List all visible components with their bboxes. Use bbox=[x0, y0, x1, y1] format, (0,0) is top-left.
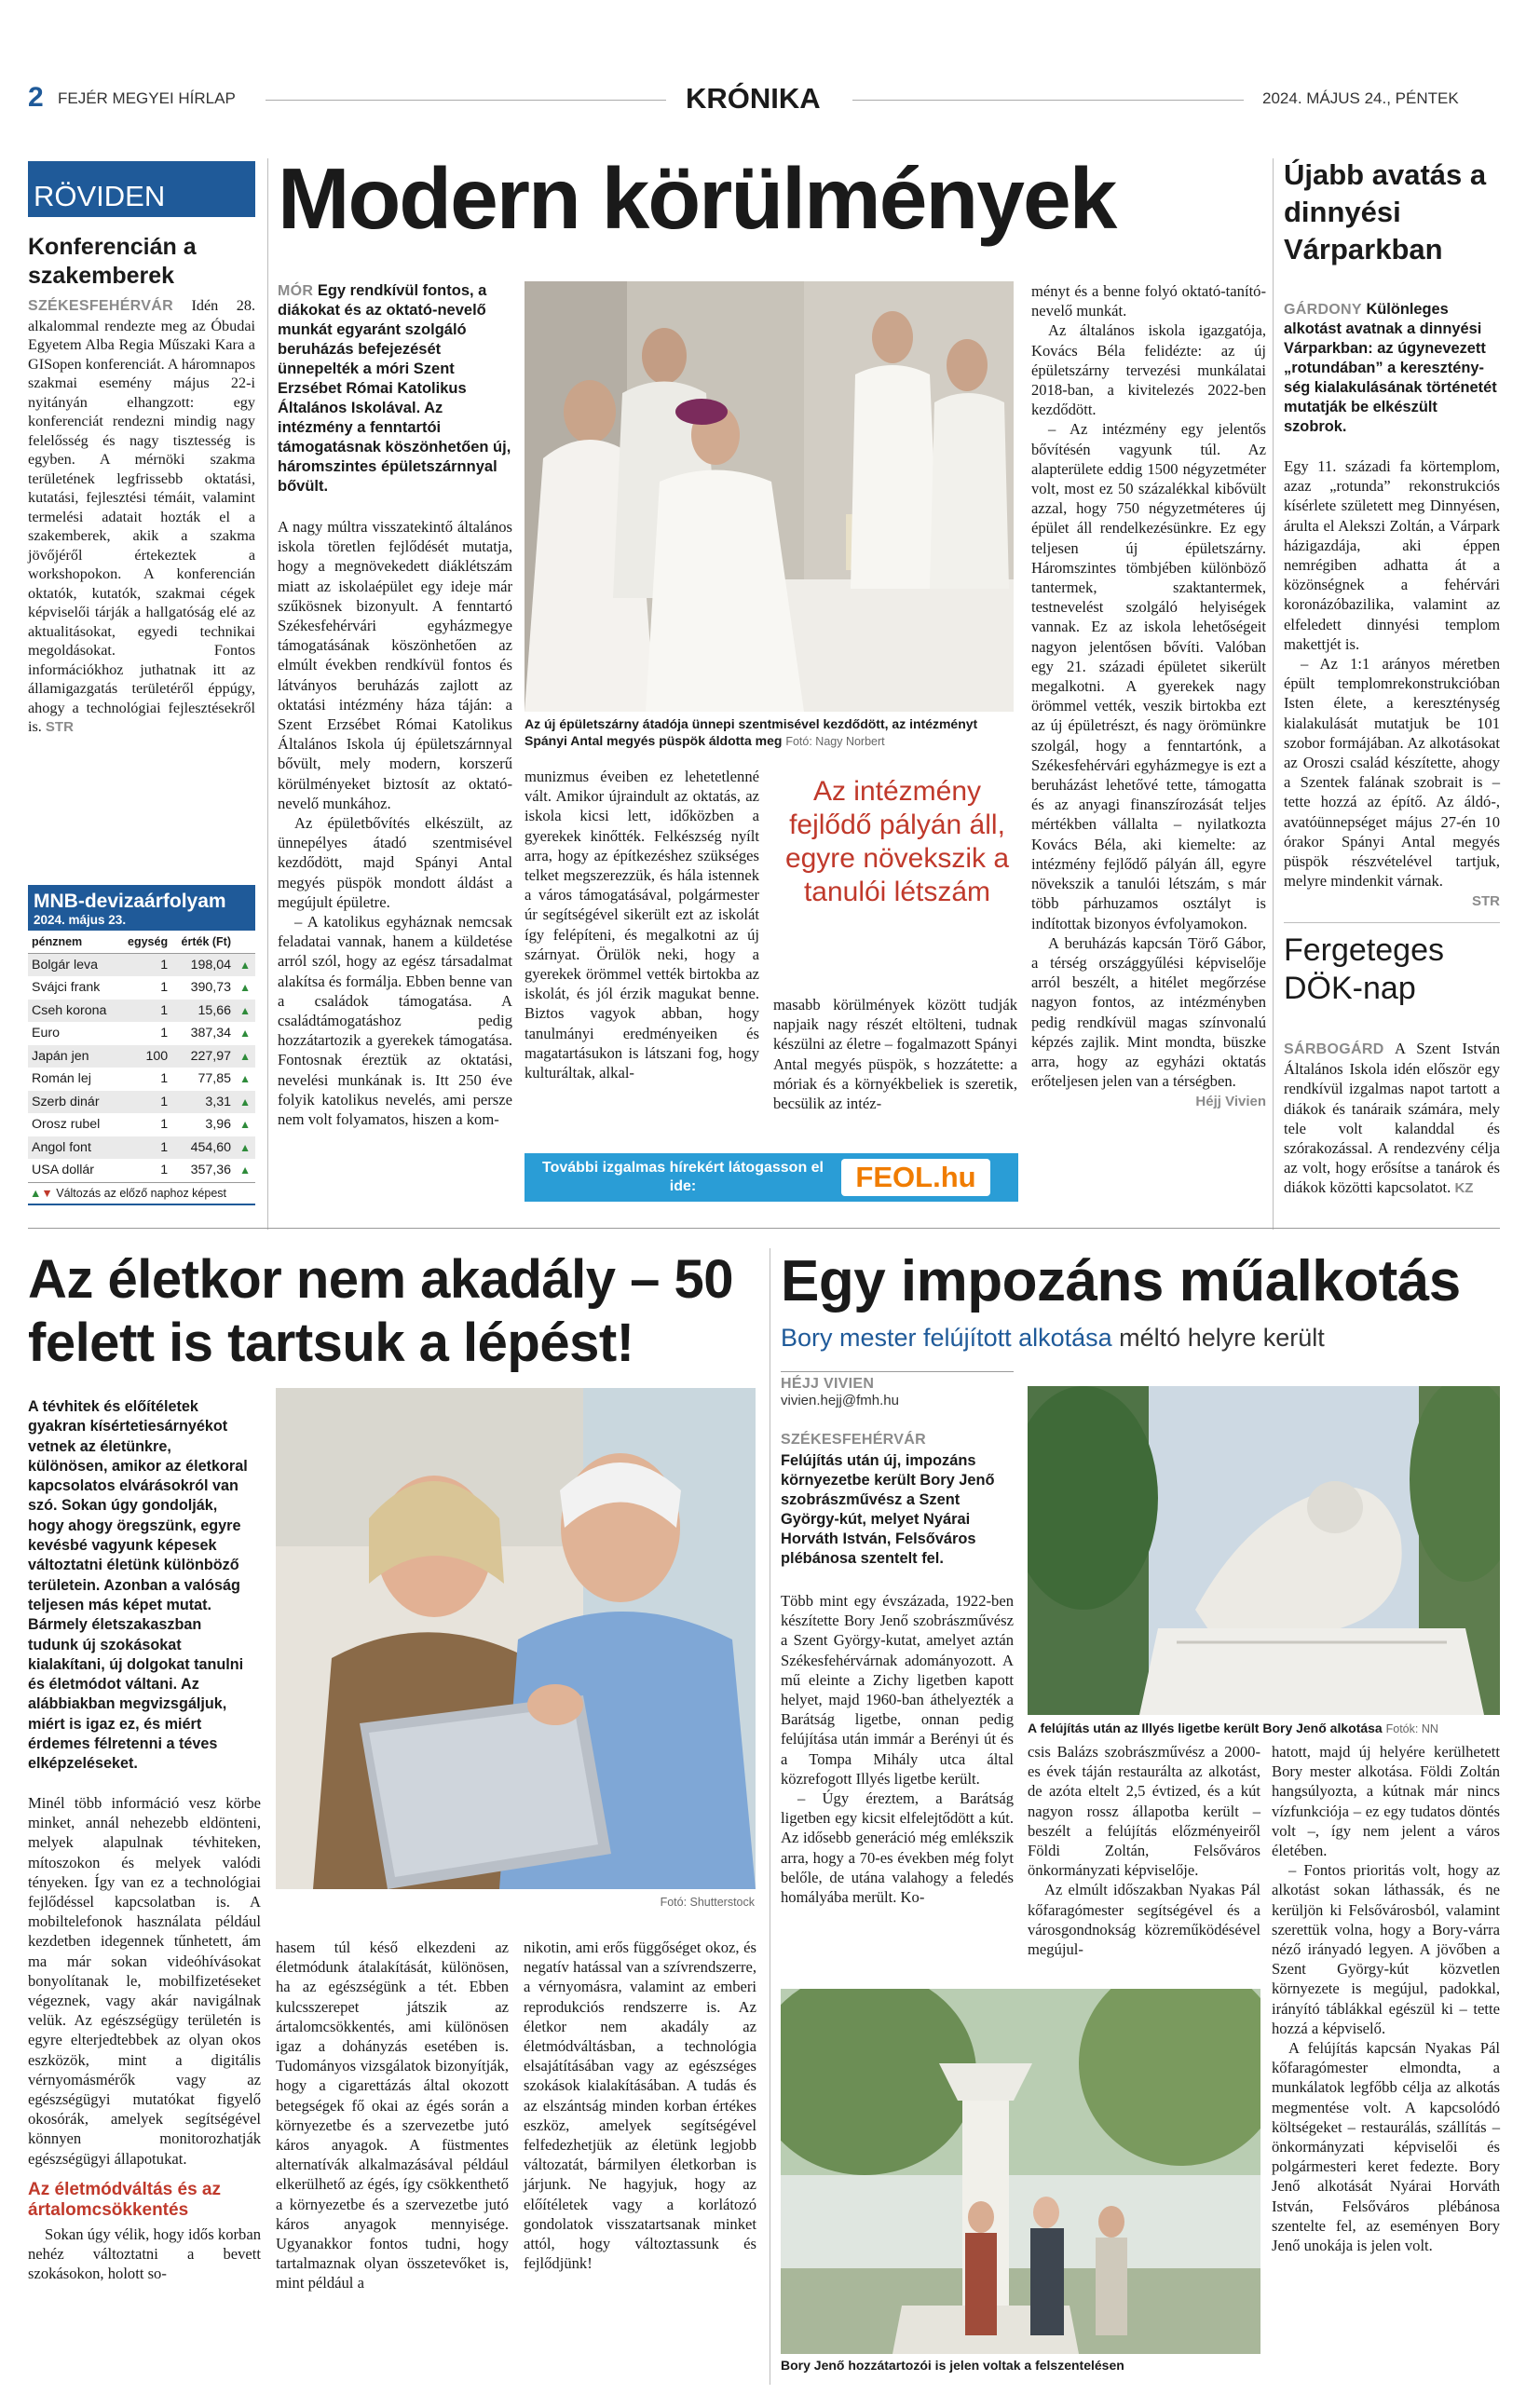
eletkor-subhead: Az életmódváltás és az ártalomcsökkentés bbox=[28, 2179, 221, 2220]
dok-dateline: SÁRBOGÁRD bbox=[1284, 1041, 1384, 1057]
mnb-unit: 1 bbox=[160, 1026, 169, 1041]
trend-up-icon: ▲ bbox=[239, 1027, 251, 1041]
bory-subhead-blue: Bory mester felújított alkotása bbox=[781, 1324, 1112, 1352]
varpark-p1: Egy 11. századi fa körtemplom, azaz „rotunda” rekonstrukciós kísérlete született meg Dinnyésen, árulta el Alekszi Zoltán, a Várpark házigazdája, aki éppen nemrégiben adhatta át a közönségnek a fehérvári koronázóbazilika, valamint az elfeledett dinnyési templom makettjét is. bbox=[1284, 457, 1500, 653]
mnb-unit: 1 bbox=[119, 954, 171, 977]
trend-up-icon: ▲ bbox=[239, 1072, 251, 1086]
mnb-currency: USA dollár bbox=[32, 1163, 95, 1178]
modern-col4-p2: Az általános iskola igazgatója, Kovács Béla felidézte: az új épületszárny tervezési munkálatai 2018-ban, a kivitelezés 2022-ben kezdődött. bbox=[1031, 321, 1266, 419]
mnb-row bbox=[28, 1045, 255, 1068]
trend-up-icon: ▲ bbox=[239, 981, 251, 995]
eletkor-col3-text: nikotin, ami erős függőséget okoz, és negatív hatással van a szívrendszerre, a vérnyomásra, valamint az emberi reprodukciós rendszerre is. Az életkor nem akadály az életmódváltásban, a technológia elsajátításában vagy az egészséges szokások kialakításában. A tudás és az elszántság minden korban értékes eszköz, amelyek segítségével felfedezhetjük az életünk legjobb változatát, bármilyen életkorban is járjunk. Ne hagyjuk, hogy az előítéletek vagy a korlátozó gondolatok visszatartsanak minket attól, hogy változtassunk és fejlődjünk! bbox=[524, 1939, 756, 2273]
mnb-unit: 1 bbox=[160, 1117, 169, 1133]
varpark-lead bbox=[1284, 300, 1500, 437]
mnb-unit: 1 bbox=[160, 1163, 169, 1178]
mnb-currency: Euro bbox=[32, 1026, 60, 1041]
modern-dateline: MÓR bbox=[278, 283, 314, 299]
mnb-currency: Szerb dinár bbox=[28, 1091, 119, 1114]
modern-col4-p4: A beruházás kapcsán Törő Gábor, a térség országgyűlési képviselője arról beszélt, a hitélet megőrzése nagyon fontos, az intézményben pedig rendkívül magas színvonalú képzés zajlik. Mint mondta, büszke arra, hogy az egyházi oktatás erőteljesen jelen van a térségben. bbox=[1031, 933, 1266, 1091]
bory-photo-family bbox=[781, 1989, 1260, 2354]
modern-col3-text: masabb körülmények között tudják napjaik nagy részét eltölteni, tudnak készülni az életre – fogalmazott Spányi Antal megyés püspök, s hozzátette: a móriak és a környékbeliek is szeretik, becsülik az intéz- bbox=[773, 996, 1017, 1113]
mnb-col-currency: pénznem bbox=[28, 931, 119, 954]
eletkor-col1 bbox=[28, 1793, 261, 2283]
bory-photo1-credit: Fotók: NN bbox=[1385, 1722, 1438, 1735]
family-illustration bbox=[781, 1989, 1260, 2354]
mnb-currency: Angol font bbox=[28, 1136, 119, 1160]
page-number: 2 bbox=[28, 82, 44, 113]
mnb-currency: Japán jen bbox=[28, 1045, 119, 1068]
modern-col1 bbox=[278, 517, 512, 1129]
eletkor-photo bbox=[276, 1388, 756, 1889]
modern-lead-text: Egy rendkívül fontos, a diákokat és az oktató-nevelő munkát egyaránt szolgáló beruházás befejezését ünnepelték a móri Szent Erzsébet Római Katolikus Általános Iskolával. Az intézmény a fenntartói támogatásnak köszönhetően új, háromszintes épületszárnnyal bővült. bbox=[278, 282, 511, 495]
mnb-row bbox=[28, 954, 255, 977]
eletkor-col2-text: hasem túl késő elkezdeni az életmódunk átalakítását, különösen, ha az egészségünk a tét. Ebben kulcsszerepet játszik az ártalomcsökkentés, ami különösen igaz a dohányzás esetében is. Tudományos vizsgálatok bizonyítják, hogy a cigarettázás által okozott betegségek fő okai az égés során a környezetbe és a szervezetbe jutó káros anyagok. A füstmentes alternatívák alkalmazásával például elkerülhető az égés, így csökkenthető a környezetbe és a szervezetbe jutó káros anyagok mennyisége. Ugyanakkor fontos tudni, hogy tartalmaznak olyan összetevőket is, mint például a bbox=[276, 1939, 509, 2292]
eletkor-lead: A tévhitek és előítéletek gyakran kísértetiesárnyékot vetnek az életünkre, különösen, amikor az életkoral kapcsolatos elvárásokról van szó. Sokan úgy gondolják, hogy ahogy öregszünk, egyre kevésbé vagyunk képesek változtatni életünk különböző területein. Azonban a valóság teljesen más képet mutat. Bármely életszakaszban tudunk új szokásokat kialakítani, új dolgokat tanulni és életmódot váltani. Az alábbiakban megvizsgáljuk, miért is igaz ez, és miért érdemes félretenni a téves elképzeléseket. bbox=[28, 1398, 248, 1773]
modern-signature-wrap bbox=[1031, 1091, 1266, 1111]
modern-photo-credit: Fotó: Nagy Norbert bbox=[785, 735, 885, 748]
dok-headline: Fergeteges DÖK-nap bbox=[1284, 932, 1444, 1006]
roviden-text: Idén 28. alkalommal rendezte meg az Óbudai Egyetem Alba Regia Műszaki Kara a GISopen konferenciát. A háromnapos szakmai esemény május 22-i nyitányán elhangzott: egy konferenciát rendezni mindig nagy felelősség és nagy tisztesség is egyben. A mérnöki szakma területének legfrissebb oktatási, kutatási, fejlesztési témáit, valamint termelési adatait hozták el a szakemberek, akik a szakma jövőjéről értekeztek a workshopokon. A konferencián oktatók, kutatók, szakmai cégek képviselői tárják a hallgatóság elé az aktualitásokat, egyedi technikai megoldásokat. Fontos információkhoz juthatnak itt az államigazgatás területéről éppúgy, ahogy a technológiai fejlesztésekről is. bbox=[28, 297, 255, 735]
bory-subhead bbox=[781, 1323, 1507, 1353]
mnb-currency: Svájci frank bbox=[32, 980, 101, 996]
trend-up-icon: ▲ bbox=[235, 1045, 255, 1068]
trend-up-icon: ▲ bbox=[235, 1091, 255, 1114]
roviden-body bbox=[28, 296, 255, 738]
bory-col1-p1: Több mint egy évszázada, 1922-ben készítette Bory Jenő szobrászművész a Szent György-kutat, amelyet aztán Székesfehérvárnak adományozott. A mű eleinte a Zichy ligetben kapott helyet, majd 1960-ban áthelyezték a Barátság ligetbe, onnan pedig felújítása után immár a Berényi út és a Tompa Mihály utca által közrefogott Illyés ligetbe került. bbox=[781, 1592, 1014, 1788]
mnb-date: 2024. május 23. bbox=[28, 913, 255, 931]
bory-dateline: SZÉKESFEHÉRVÁR bbox=[781, 1432, 926, 1448]
modern-col4 bbox=[1031, 281, 1266, 1112]
roviden-dateline: SZÉKESFEHÉRVÁR bbox=[28, 298, 173, 314]
modern-photo-caption-text: Az új épületszárny átadója ünnepi szentmisével kezdődött, az intézményt Spányi Antal megyés püspök áldotta meg bbox=[525, 716, 978, 748]
modern-col4-p3: – Az intézmény egy jelentős bővítésén vagyunk túl. Az alapterülete eddig 1500 négyzetméter volt, most ez 50 százalékkal kibővült azzal, hogy 750 négyzetméteres új épület áll rendelkezésünkre. Ez egy teljesen új épületszárny. Háromszintes tömbjében különböző tantermek, szaktantermek, testnevelést szolgáló helyiségek vannak. Ez az iskola lehetőségeit nagyon jelentősen bővíti. Valóban egy 21. századi épületet sikerült megalkotni. A gyerekek nagy örömmel vették, veszik birtokba ezt az új épületrészt, és nagy örömünkre szolgál, hogy a fenntartónk, a Székesfehérvári egyházmegye is ezt a beruházást lehetővé tette, támogatta és az anyagi finanszírozását teljes mértékben vállalta – nyilatkozta Kovács Béla, aki kiemelte: az intézmény fejlődő pályán áll, egyre növekszik a tanulói létszám, s már több párhuzamos osztályt is indítottak bizonyos évfolyamokon. bbox=[1031, 420, 1266, 932]
trend-up-icon: ▲ bbox=[235, 1000, 255, 1023]
bory-col3-p3: A felújítás kapcsán Nyakas Pál kőfaragómester elmondta, a munkálatok legfőbb célja az alkotás megmentése volt. A kapcsolódó költségeket – restaurálás, szállítás – önkormányzati képviselői és polgármesteri keret fedezte. Bory Jenő alkotását Nyárai Horváth István, Felsőváros plébánosa szentelte fel, az eseményen Bory Jenő unokája is jelen volt. bbox=[1272, 2039, 1500, 2255]
promo-text: További izgalmas hírekért látogasson el ide: bbox=[541, 1160, 824, 1194]
bory-photo-statue bbox=[1028, 1386, 1500, 1715]
mnb-currency: Cseh korona bbox=[28, 1000, 119, 1023]
mnb-unit: 100 bbox=[119, 1045, 171, 1068]
mnb-header-row bbox=[28, 931, 255, 954]
promo-site-text: FEOL.hu bbox=[855, 1161, 976, 1193]
eletkor-col3 bbox=[524, 1938, 756, 2273]
promo-site[interactable] bbox=[841, 1159, 990, 1196]
modern-col1-p1: A nagy múltra visszatekintő általános iskola töretlen fejlődését mutatja, hogy a megnövekedett diáklétszám miatt az iskolaépület egy ideje már szűkösnek bizonyult. A fenntartó Székesfehérvári egyházmegye támogatásának köszönhetően az elmúlt években rendkívül fontos és látványos beruházás zajlott az oktatási intézmény háza táján: a Szent Erzsébet Római Katolikus Általános Iskola új épületszárnnyal bővült, mely modern, korszerű körülményeket biztosít az oktató-nevelő munkához. bbox=[278, 518, 512, 812]
bory-col3-p1: hatott, majd új helyére kerülhetett Bory mester alkotása. Földi Zoltán hangsúlyozta, a kútnak már nincs vízfunkciója – ez egy tudatos döntés volt –, így nem jelent a város életében. bbox=[1272, 1743, 1500, 1860]
bory-col2-p2: Az elmúlt időszakban Nyakas Pál kőfaragómester segítségével és a városgondnokság közreműködésével megújul- bbox=[1028, 1881, 1260, 1959]
mnb-value: 77,85 bbox=[198, 1071, 232, 1087]
mnb-row bbox=[28, 1113, 255, 1136]
mnb-table bbox=[28, 931, 255, 1182]
modern-col2-text: munizmus éveiben ez lehetetlenné vált. Amikor újraindult az oktatás, az iskola kicsi lett, időközben a gyerekek kinőtték. Felkészség nyílt arra, hogy az építkezéshez szükséges telket megszerezzük, és hála istennek a város támogatásával, polgármester úr segítségével sikerült ezt az iskolát így felépíteni, és megalkotni az új szárnyat. Örülök neki, hogy a gyerekek örömmel vették birtokba az iskolát, és jól érzik magukat benne. Biztos vagyok abban, hogy tanulmányi eredményeiken és magatartásukon is látszani fog, hogy kulturáltak, alkal- bbox=[525, 768, 759, 1082]
mnb-row bbox=[28, 1000, 255, 1023]
eletkor-col1-text: Minél több információ vesz körbe minket, annál nehezebb eldönteni, melyek alapulnak tévhiteken, mítoszokon és melyek valódi tényeken. Így van ez a technológiai fejlődéssel kapcsolatban is. A mobiltelefonok használata például kezdetben idegennek tűnhetett, ám ma már sokan videóhívásokat bonyolítanak le, mobilfizetéseket végeznek, vagy akár navigálnak velük. Az egészségügy területén is egyre elterjedtebbek az olyan okos eszközök, mint a digitális vérnyomásmérők vagy az egészségügyi mutatókat figyelő okosórák, amelyek segítségével könnyen monitorozhatják egészségügyi állapotukat. bbox=[28, 1794, 261, 2168]
trend-up-icon: ▲ bbox=[239, 1163, 251, 1177]
issue-date: 2024. MÁJUS 24., PÉNTEK bbox=[1262, 89, 1459, 107]
modern-headline: Modern körülmények bbox=[278, 150, 1116, 247]
mnb-footer-text: Változás az előző naphoz képest bbox=[56, 1186, 226, 1200]
couple-laptop-illustration bbox=[276, 1388, 756, 1889]
bory-photo2-caption: Bory Jenő hozzátartozói is jelen voltak a felszentelésen bbox=[781, 2358, 1124, 2373]
mnb-currency: Bolgár leva bbox=[28, 954, 119, 977]
modern-col3 bbox=[773, 995, 1017, 1113]
modern-col4-p1: ményt és a benne folyó oktató-tanító-nevelő munkát. bbox=[1031, 282, 1266, 320]
mnb-row bbox=[28, 1159, 255, 1182]
bory-headline: Egy impozáns műalkotás bbox=[781, 1249, 1461, 1313]
eletkor-headline: Az életkor nem akadály – 50 felett is tartsuk a lépést! bbox=[28, 1249, 734, 1373]
bory-author: HÉJJ VIVIEN bbox=[781, 1371, 1014, 1393]
mnb-col-value: érték (Ft) bbox=[171, 931, 235, 954]
eletkor-photo-credit: Fotó: Shutterstock bbox=[660, 1896, 755, 1909]
bory-email: vivien.hejj@fmh.hu bbox=[781, 1393, 899, 1408]
mnb-unit: 1 bbox=[119, 1091, 171, 1114]
mnb-row bbox=[28, 976, 255, 1000]
eletkor-col1b-text: Sokan úgy vélik, hogy idős korban nehéz változtatni a bevett szokásokon, holott so- bbox=[28, 2224, 261, 2283]
trend-up-icon: ▲ bbox=[235, 954, 255, 977]
varpark-headline: Újabb avatás a dinnyési Várparkban bbox=[1284, 158, 1487, 265]
roviden-label: RÖVIDEN bbox=[28, 161, 255, 217]
section-title: KRÓNIKA bbox=[686, 82, 821, 115]
bory-byline bbox=[781, 1371, 1014, 1408]
dok-signature: KZ bbox=[1454, 1180, 1474, 1197]
paper-name: FEJÉR MEGYEI HÍRLAP bbox=[58, 89, 236, 107]
mnb-row bbox=[28, 1091, 255, 1114]
varpark-lead-text: Különleges alkotást avatnak a dinnyési Várparkban: az úgynevezett „rotundában” a kereszténység kialakulásának történetét mutatják be elkészült szobrok. bbox=[1284, 301, 1497, 435]
mnb-unit: 1 bbox=[119, 1136, 171, 1160]
mnb-unit: 1 bbox=[160, 980, 169, 996]
mnb-box bbox=[28, 885, 255, 1205]
mnb-row bbox=[28, 1022, 255, 1045]
modern-signature: Héjj Vivien bbox=[1195, 1094, 1266, 1110]
mnb-value: 390,73 bbox=[190, 980, 232, 996]
bory-lead-text: Felújítás után új, impozáns környezetbe került Bory Jenő szobrászművész a Szent György-kút, melyet Nyárai Horváth István, Felsőváros plébánosa szentelt fel. bbox=[781, 1452, 995, 1567]
varpark-signature: STR bbox=[1472, 893, 1500, 910]
mnb-currency: Orosz rubel bbox=[32, 1117, 101, 1133]
roviden-title: Konferencián a szakemberek bbox=[28, 234, 197, 289]
mnb-title: MNB-devizaárfolyam bbox=[28, 885, 255, 913]
varpark-body bbox=[1284, 456, 1500, 912]
statue-illustration bbox=[1028, 1386, 1500, 1715]
mnb-row bbox=[28, 1068, 255, 1091]
mnb-value: 3,96 bbox=[205, 1117, 232, 1133]
modern-photo-caption bbox=[525, 715, 1014, 750]
mnb-value: 387,34 bbox=[190, 1026, 232, 1041]
bory-col1-p2: – Úgy éreztem, a Barátság ligetben egy kicsit elfelejtődött a kút. Az idősebb generáció még emlékszik arra, hogy a 70-es években még folyt belőle, de utána valahogy a feledés homályába merült. Ko- bbox=[781, 1789, 1014, 1907]
bory-col2 bbox=[1028, 1742, 1260, 1959]
mass-photo-illustration bbox=[525, 281, 1014, 712]
bory-lead bbox=[781, 1430, 1014, 1569]
varpark-p2: – Az 1:1 arányos méretben épült templomrekonstrukcióban Isten élete, a kereszténység kialakulását mutatjuk be 101 szobor formájában. Az alkotásokat az Oroszi család készítette, ahogy a Szentek falának szobrait is – tette hozzá az építő. Az áldó-, avatóünnepséget május 27-én 10 órakor Spányi Antal megyés püspök részvételével tartjuk, melyre mindenkit várnak. bbox=[1284, 655, 1500, 891]
feol-promo-banner[interactable] bbox=[525, 1153, 1018, 1202]
bory-subhead-rest: méltó helyre került bbox=[1119, 1324, 1325, 1352]
trend-up-icon: ▲ bbox=[235, 1136, 255, 1160]
eletkor-col2 bbox=[276, 1938, 509, 2293]
modern-lead bbox=[278, 281, 512, 497]
mnb-col-unit: egység bbox=[119, 931, 171, 954]
modern-pullquote: Az intézmény fejlődő pályán áll, egyre növekszik a tanulói létszám bbox=[784, 776, 1010, 907]
dok-text: A Szent István Általános Iskola idén először egy rendkívül izgalmas napot tartott a diákok és tanáraik számára, mely tele volt kalanddal és szórakozással. A rendezvény célja az volt, hogy erősítse a tanárok és diákok közötti kapcsolatot. bbox=[1284, 1040, 1500, 1197]
mnb-row bbox=[28, 1136, 255, 1160]
bory-col1 bbox=[781, 1591, 1014, 1907]
mnb-value: 198,04 bbox=[171, 954, 235, 977]
bory-col2-p1: csis Balázs szobrászművész a 2000-es évek táján restaurálta az alkotást, de azóta eltelt 2,5 évtized, és a kút nagyon rossz állapotba került – beszélt a felújítás előzményeiről Földi Zoltán, Felsőváros önkormányzati képviselője. bbox=[1028, 1743, 1260, 1880]
mnb-value: 454,60 bbox=[171, 1136, 235, 1160]
mnb-unit: 1 bbox=[160, 1071, 169, 1087]
mnb-value: 357,36 bbox=[190, 1163, 232, 1178]
mnb-unit: 1 bbox=[119, 1000, 171, 1023]
modern-col1-p3: – A katolikus egyháznak nemcsak feladatai vannak, hanem a küldetése arról szól, hogy az egész társadalmat alakítsa és formálja. Ebben benne van a családok támogatása. A családtámogatáshoz pedig hozzátartozik a gyerekek támogatása. Fontosnak éreztük az oktatási, nevelési munkának is. Itt 250 éve folyik katolikus nevelés, ami persze nem volt folyamatos, hiszen a kom- bbox=[278, 913, 512, 1129]
trend-up-icon: ▲ bbox=[239, 1118, 251, 1132]
modern-col1-p2: Az épületbővítés elkészült, az ünnepélyes átadó szentmisével kezdődött, majd Spányi Antal megyés püspök mondott áldást a megújult épületre. bbox=[278, 814, 512, 911]
modern-photo bbox=[525, 281, 1014, 712]
bory-col3 bbox=[1272, 1742, 1500, 2255]
mnb-currency: Román lej bbox=[32, 1071, 91, 1087]
mnb-value: 15,66 bbox=[171, 1000, 235, 1023]
roviden-signature: STR bbox=[45, 719, 74, 735]
varpark-dateline: GÁRDONY bbox=[1284, 302, 1362, 318]
mnb-footer: ▲▼ Változás az előző naphoz képest bbox=[28, 1182, 255, 1204]
modern-col2 bbox=[525, 767, 759, 1082]
bory-col3-p2: – Fontos prioritás volt, hogy az alkotást sokan láthassák, és ne kerüljön ki Felsővárosból, valamint szerettük volna, hogy a Bory-várra néző irányadó legyen. A jövőben a Szent György-kút közvetlen környezete is megújul, padokkal, irányító táblákkal egészül ki – tette hozzá a képviselő. bbox=[1272, 1861, 1500, 2037]
mnb-value: 227,97 bbox=[171, 1045, 235, 1068]
bory-photo1-caption-text: A felújítás után az Illyés ligetbe került Bory Jenő alkotása bbox=[1028, 1721, 1383, 1735]
bory-photo1-caption bbox=[1028, 1720, 1500, 1737]
dok-body bbox=[1284, 1039, 1500, 1199]
mnb-value: 3,31 bbox=[171, 1091, 235, 1114]
